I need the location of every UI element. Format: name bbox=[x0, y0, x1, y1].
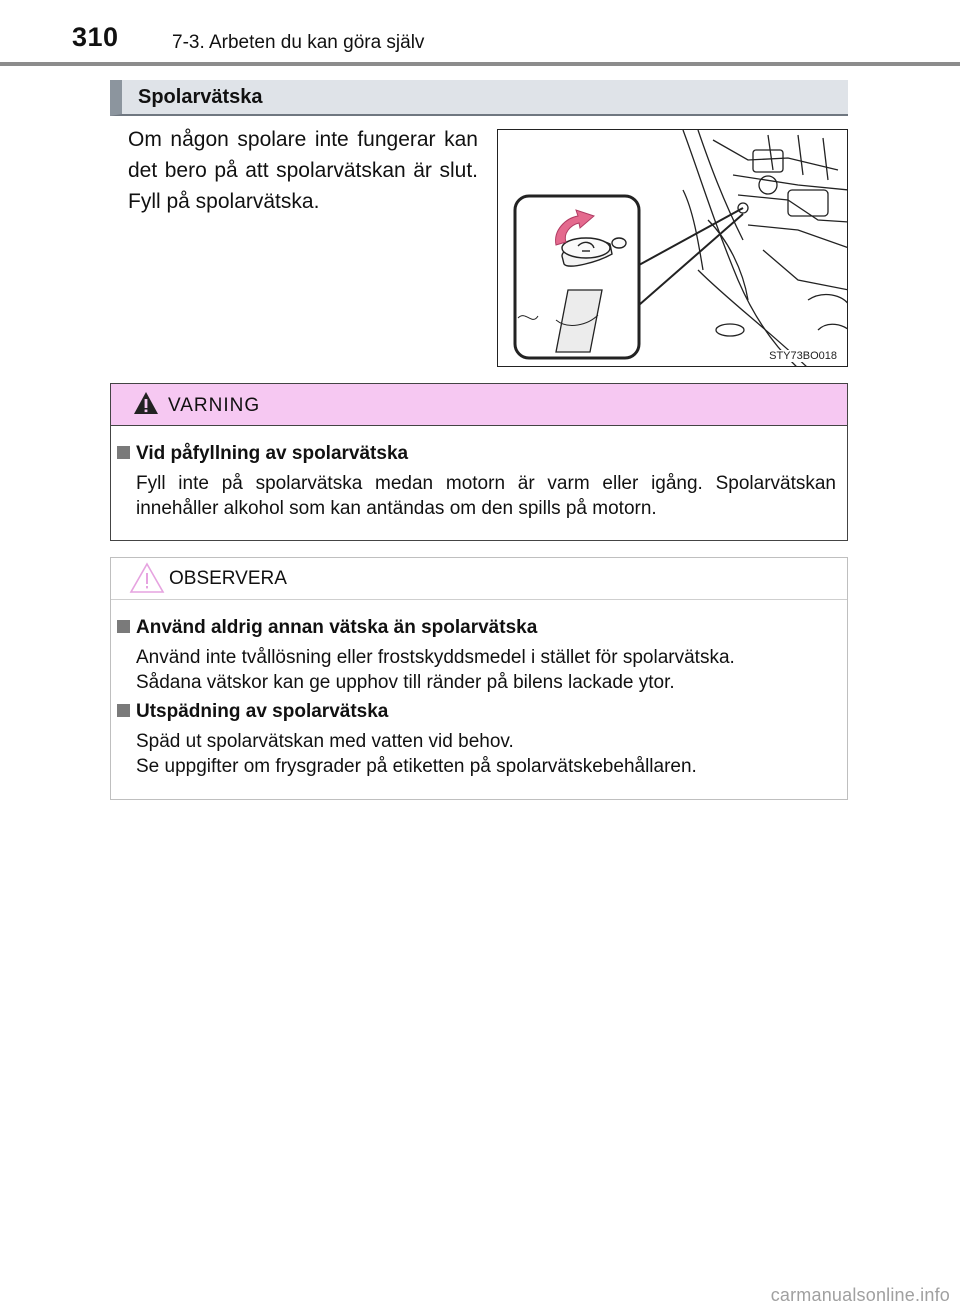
notice-label: OBSERVERA bbox=[169, 568, 287, 589]
chapter-title: 7-3. Arbeten du kan göra själv bbox=[172, 32, 425, 53]
notice-header bbox=[111, 558, 847, 600]
warning-box bbox=[110, 383, 848, 541]
page-header bbox=[0, 0, 960, 66]
warning-item-title: Vid påfyllning av spolarvätska bbox=[117, 443, 408, 465]
header-rule bbox=[0, 62, 960, 66]
notice-item-title: Utspädning av spolarvätska bbox=[117, 701, 388, 723]
warning-triangle-icon bbox=[133, 391, 159, 415]
square-bullet-icon bbox=[117, 446, 130, 459]
section-title: Spolarvätska bbox=[138, 86, 263, 108]
notice-box bbox=[110, 557, 848, 800]
notice-item-body: Späd ut spolarvätskan med vatten vid behov. Se uppgifter om frysgrader på etiketten på spolarvätskebehållaren. bbox=[136, 731, 697, 777]
square-bullet-icon bbox=[117, 704, 130, 717]
page-number: 310 bbox=[72, 22, 119, 52]
section-heading-bar bbox=[110, 80, 848, 116]
square-bullet-icon bbox=[117, 620, 130, 633]
warning-header bbox=[111, 384, 847, 426]
notice-item-body: Använd inte tvållösning eller frostskyddsmedel i stället för spolarvätska. Sådana vätskor kan ge upphov till ränder på bilens lackade ytor. bbox=[136, 647, 735, 693]
engine-bay-drawing bbox=[498, 130, 848, 367]
notice-item-title: Använd aldrig annan vätska än spolarvätska bbox=[117, 617, 537, 639]
figure-code: STY73BO018 bbox=[769, 350, 837, 362]
warning-label: VARNING bbox=[168, 395, 261, 416]
caution-triangle-icon bbox=[129, 562, 165, 594]
intro-paragraph: Om någon spolare inte fungerar kan det bero på att spolarvätskan är slut. Fyll på spolarvätska. bbox=[128, 128, 478, 213]
washer-fluid-illustration bbox=[497, 129, 848, 367]
site-watermark: carmanualsonline.info bbox=[770, 1285, 950, 1305]
warning-item-body: Fyll inte på spolarvätska medan motorn är varm eller igång. Spolarvätskan innehåller alkohol som kan antändas om den spills på motorn. bbox=[136, 473, 836, 519]
